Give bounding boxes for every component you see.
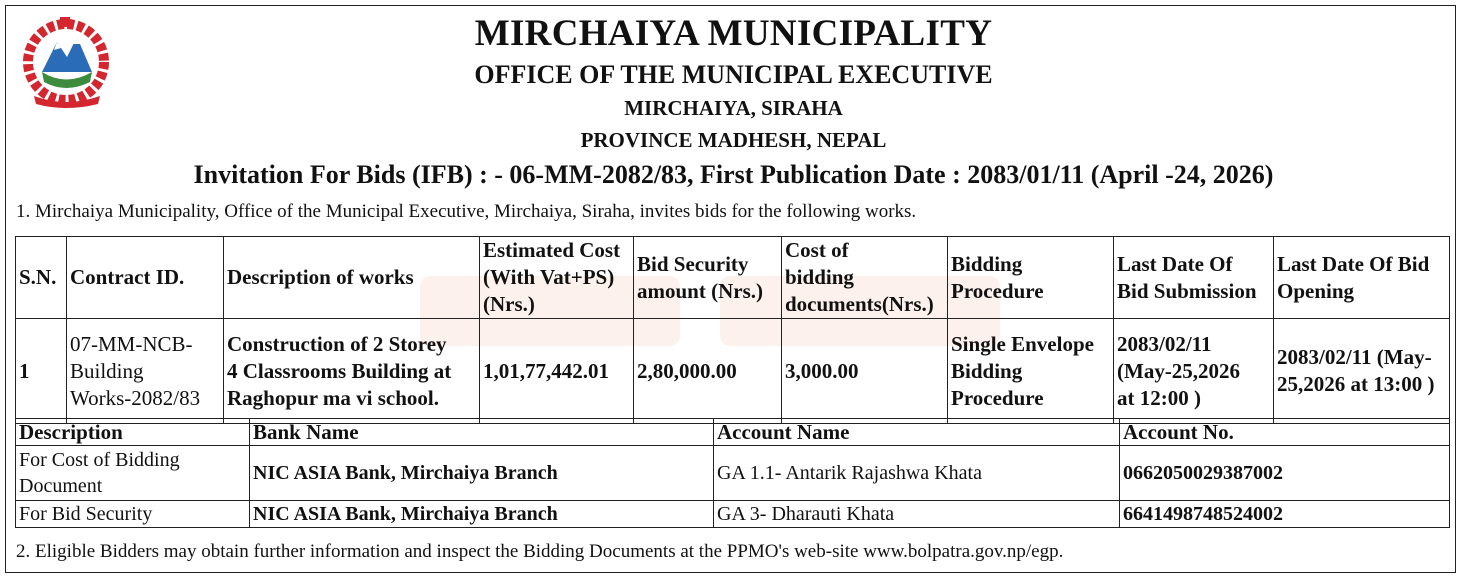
bank-header-row bbox=[16, 419, 1450, 446]
cell-description: Construction of 2 Storey 4 Classrooms Building at Raghopur ma vi school. bbox=[224, 319, 480, 424]
header-account-name: Account Name bbox=[714, 419, 1120, 446]
location-line: MIRCHAIYA, SIRAHA bbox=[624, 96, 843, 120]
bank-row-description: For Bid Security bbox=[16, 501, 250, 528]
intro-paragraph: 1. Mirchaiya Municipality, Office of the Municipal Executive, Mirchaiya, Siraha, invites bids for the following works. bbox=[16, 201, 917, 222]
bank-row-bank: NIC ASIA Bank, Mirchaiya Branch bbox=[250, 446, 714, 501]
bank-row-account-no: 0662050029387002 bbox=[1120, 446, 1450, 501]
header-bank-description: Description bbox=[16, 419, 250, 446]
footer-paragraph: 2. Eligible Bidders may obtain further information and inspect the Bidding Documents at the PPMO's web-site www.bolpatra.gov.np/egp. bbox=[16, 541, 1064, 562]
bank-row-bid-security bbox=[16, 501, 1450, 528]
bank-row-description: For Cost of Bidding Document bbox=[16, 446, 250, 501]
cell-opening-date: 2083/02/11 (May- 25,2026 at 13:00 ) bbox=[1274, 319, 1450, 424]
header-contract: Contract ID. bbox=[67, 237, 224, 319]
cell-bid-security: 2,80,000.00 bbox=[634, 319, 782, 424]
header-doc-cost: Cost of bidding documents(Nrs.) bbox=[782, 237, 948, 319]
header-sn: S.N. bbox=[16, 237, 67, 319]
header-opening: Last Date Of Bid Opening bbox=[1274, 237, 1450, 319]
municipality-title: MIRCHAIYA MUNICIPALITY bbox=[474, 13, 993, 54]
header-submission: Last Date Of Bid Submission bbox=[1114, 237, 1274, 319]
header-description: Description of works bbox=[224, 237, 480, 319]
bank-table bbox=[15, 418, 1450, 528]
header-account-no: Account No. bbox=[1120, 419, 1450, 446]
works-row bbox=[16, 319, 1450, 424]
bank-row-bidding-doc bbox=[16, 446, 1450, 501]
works-table bbox=[15, 236, 1450, 424]
bank-row-bank: NIC ASIA Bank, Mirchaiya Branch bbox=[250, 501, 714, 528]
bank-row-account-no: 6641498748524002 bbox=[1120, 501, 1450, 528]
header-procedure: Bidding Procedure bbox=[948, 237, 1114, 319]
header-bank-name: Bank Name bbox=[250, 419, 714, 446]
header-estimated-cost: Estimated Cost (With Vat+PS) (Nrs.) bbox=[480, 237, 634, 319]
cell-estimated-cost: 1,01,77,442.01 bbox=[480, 319, 634, 424]
ifb-line: Invitation For Bids (IFB) : - 06-MM-2082/83, First Publication Date : 2083/01/11 (April -24, 2026) bbox=[193, 160, 1274, 189]
cell-doc-cost: 3,000.00 bbox=[782, 319, 948, 424]
cell-submission-date: 2083/02/11 (May-25,2026 at 12:00 ) bbox=[1114, 319, 1274, 424]
cell-procedure: Single Envelope Bidding Procedure bbox=[948, 319, 1114, 424]
works-header-row bbox=[16, 237, 1450, 319]
cell-sn: 1 bbox=[16, 319, 67, 424]
header-bid-security: Bid Security amount (Nrs.) bbox=[634, 237, 782, 319]
province-line: PROVINCE MADHESH, NEPAL bbox=[580, 128, 887, 152]
bank-row-account-name: GA 1.1- Antarik Rajashwa Khata bbox=[714, 446, 1120, 501]
office-title: OFFICE OF THE MUNICIPAL EXECUTIVE bbox=[474, 60, 993, 89]
cell-contract-id: 07-MM-NCB- Building Works-2082/83 bbox=[67, 319, 224, 424]
bank-row-account-name: GA 3- Dharauti Khata bbox=[714, 501, 1120, 528]
